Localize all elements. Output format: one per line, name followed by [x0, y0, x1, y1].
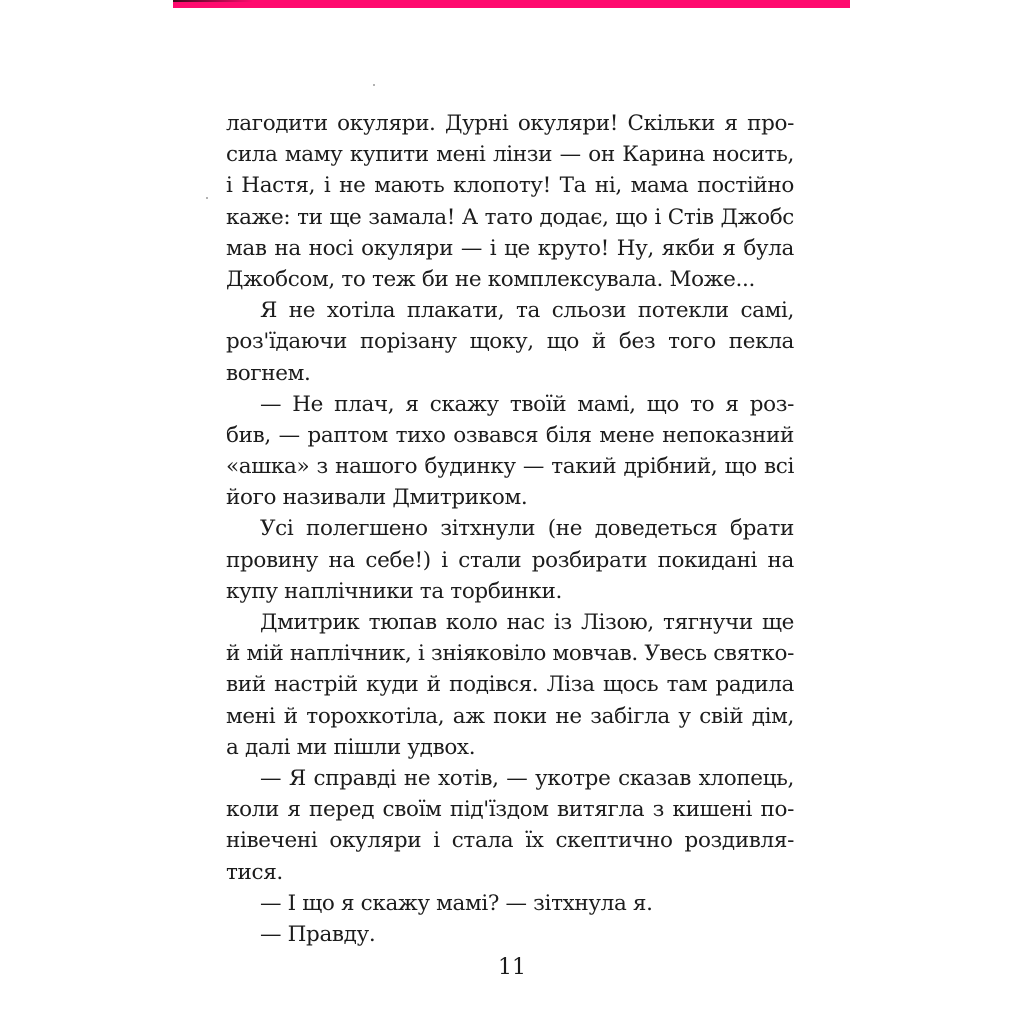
scan-speck [206, 197, 208, 199]
paragraph-first-line: Дмитрик тюпав коло нас із Лізою, тягнучи ще [260, 610, 794, 635]
scan-speck [373, 84, 375, 86]
text-line: й мій наплічник, і зніяковіло мовчав. Увесь святко- [226, 641, 794, 667]
header-bar-edge [173, 0, 253, 2]
pink-header-bar [173, 0, 850, 8]
text-line: провину на себе!) і стали розбирати покидані на [226, 547, 794, 573]
page-number: 11 [498, 955, 526, 980]
text-line: і Настя, і не мають клопоту! Та ні, мама постійно [226, 173, 794, 199]
text-line: каже: ти ще замала! А тато додає, що і Стів Джобс [226, 204, 794, 230]
paragraph-first-line: — Я справді не хотів, — укотре сказав хлопець, [260, 765, 794, 791]
paragraph-first-line: Усі полегшено зітхнули (не доведеться брати [260, 516, 794, 542]
text-line: сила маму купити мені лінзи — он Карина носить, [226, 142, 794, 168]
text-line: «ашка» з нашого будинку — такий дрібний, що всі [226, 454, 794, 480]
text-line: бив, — раптом тихо озвався біля мене непоказний [226, 422, 794, 448]
paragraph-first-line: — Не плач, я скажу твоїй мамі, що то я роз- [260, 391, 794, 417]
text-line: тися. [226, 859, 283, 885]
text-line: мені й торохкотіла, аж поки не забігла у свій дім, [226, 703, 794, 729]
text-line: роз'їдаючи порізану щоку, що й без того пекла [226, 329, 794, 355]
text-line: коли я перед своїм під'їздом витягла з кишені по- [226, 797, 794, 823]
text-line: нівечені окуляри і стала їх скептично роздивля- [226, 828, 794, 854]
page-body-text [226, 108, 794, 950]
paragraph-first-line: — Правду. [260, 921, 376, 947]
text-line: а далі ми пішли удвох. [226, 734, 476, 760]
text-line: вогнем. [226, 360, 311, 386]
text-line: вий настрій куди й подівся. Ліза щось там радила [226, 672, 794, 698]
text-line: купу наплічники та торбинки. [226, 578, 562, 604]
paragraph-first-line: Я не хотіла плакати, та сльози потекли самі, [260, 298, 794, 324]
text-line: його називали Дмитриком. [226, 485, 528, 511]
text-line: мав на носі окуляри — і це круто! Ну, якби я була [226, 235, 794, 261]
text-line: Джобсом, то теж би не комплексувала. Може... [226, 266, 755, 292]
text-line: лагодити окуляри. Дурні окуляри! Скільки я про- [226, 111, 794, 136]
paragraph-first-line: — І що я скажу мамі? — зітхнула я. [260, 890, 653, 916]
